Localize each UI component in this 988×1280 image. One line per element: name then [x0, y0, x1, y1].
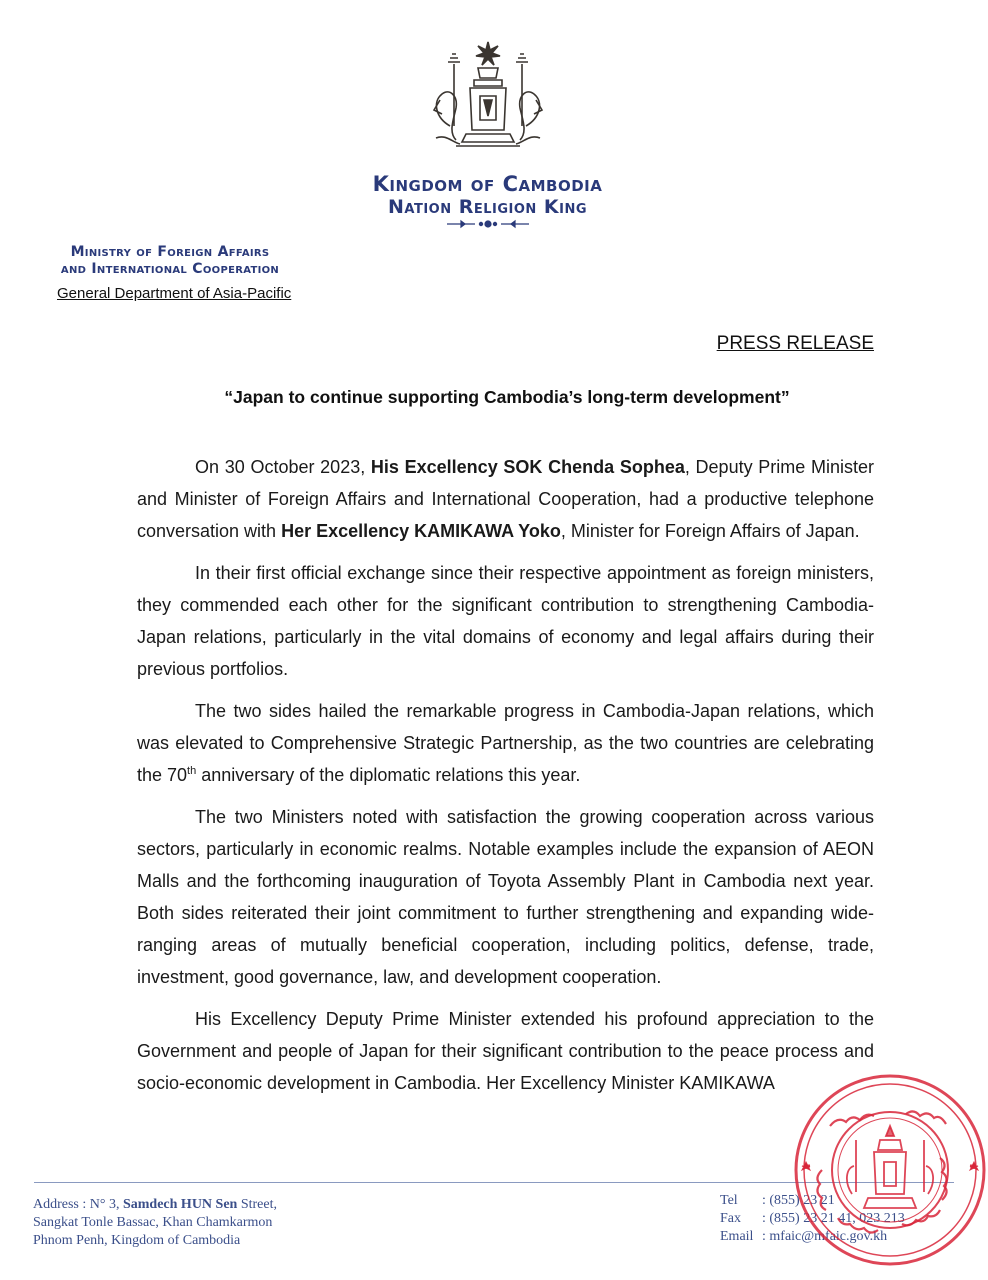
address-line-1 [33, 1196, 277, 1214]
motto: Nation Religion King [388, 196, 587, 218]
p1-text-e: , Minister for Foreign Affairs of Japan. [560, 521, 860, 541]
address-street-suffix: Street, [237, 1197, 277, 1212]
tel-label: Tel [720, 1193, 738, 1208]
headline: “Japan to continue supporting Cambodia’s long-term development” [224, 387, 790, 407]
paragraph-4: The two Ministers noted with satisfaction the growing cooperation across various sectors, particularly in economic realms. Notable examples include the expansion of AEON Malls and the forthcoming inauguration of Toyota Assembly Plant in Cambodia next year. Both sides reiterated their joint commitment to further strengthening and expanding wide-ranging areas of mutually beneficial cooperation, including politics, defense, trade, investment, good governance, law, and development cooperation. [137, 807, 874, 987]
document-type: PRESS RELEASE [716, 333, 874, 354]
ministry-name [34, 244, 306, 278]
fax-value: : (855) 23 21 41, 023 213 [762, 1211, 905, 1226]
p3-text-b: anniversary of the diplomatic relations this year. [196, 765, 581, 785]
email-value: : mfaic@mfaic.gov.kh [762, 1229, 888, 1244]
paragraph-2: In their first official exchange since their respective appointment as foreign ministers, they commended each other for the significant contribution to strengthening Cambodia-Japan relations, particularly in the vital domains of economy and legal affairs during their previous portfolios. [137, 563, 874, 679]
ministry-line-1: Ministry of Foreign Affairs [70, 244, 270, 260]
address-line-3: Phnom Penh, Kingdom of Cambodia [33, 1233, 241, 1248]
fax-label: Fax [720, 1211, 741, 1226]
press-release-body [137, 451, 874, 1109]
ornament-divider-icon [445, 218, 531, 230]
paragraph-5: His Excellency Deputy Prime Minister extended his profound appreciation to the Government and people of Japan for their significant contribution to the peace process and socio-economic development in Cambodia. Her Excellency Minister KAMIKAWA [137, 1009, 874, 1093]
kingdom-title: Kingdom of Cambodia [372, 172, 603, 196]
p1-name-sok-chenda: His Excellency SOK Chenda Sophea [370, 457, 685, 477]
official-seal-icon [790, 1070, 988, 1270]
paragraph-1 [137, 451, 874, 547]
p1-text-c: , Deputy Prime Minister and Minister of Foreign Affairs and International Cooperation, had a productive telephone conversation with [137, 457, 874, 541]
p3-superscript: th [187, 765, 197, 777]
paragraph-3 [137, 695, 874, 791]
ministry-line-2: and International Cooperation [60, 261, 280, 277]
footer-address [33, 1196, 277, 1250]
address-line-2: Sangkat Tonle Bassac, Khan Chamkarmon [33, 1215, 273, 1230]
p1-name-kamikawa: Her Excellency KAMIKAWA Yoko [281, 521, 561, 541]
tel-value: : (855) 23 21 [762, 1193, 835, 1208]
royal-emblem-icon [426, 38, 550, 160]
address-label: Address : N° 3, [33, 1197, 123, 1212]
address-street: Samdech HUN Sen [122, 1197, 238, 1212]
department-name: General Department of Asia-Pacific [57, 285, 292, 302]
p3-text-a: The two sides hailed the remarkable progress in Cambodia-Japan relations, which was elevated to Comprehensive Strategic Partnership, as the two countries are celebrating the 70 [137, 701, 874, 785]
email-label: Email [720, 1229, 754, 1244]
p1-text-a: On 30 October 2023, [195, 457, 371, 477]
